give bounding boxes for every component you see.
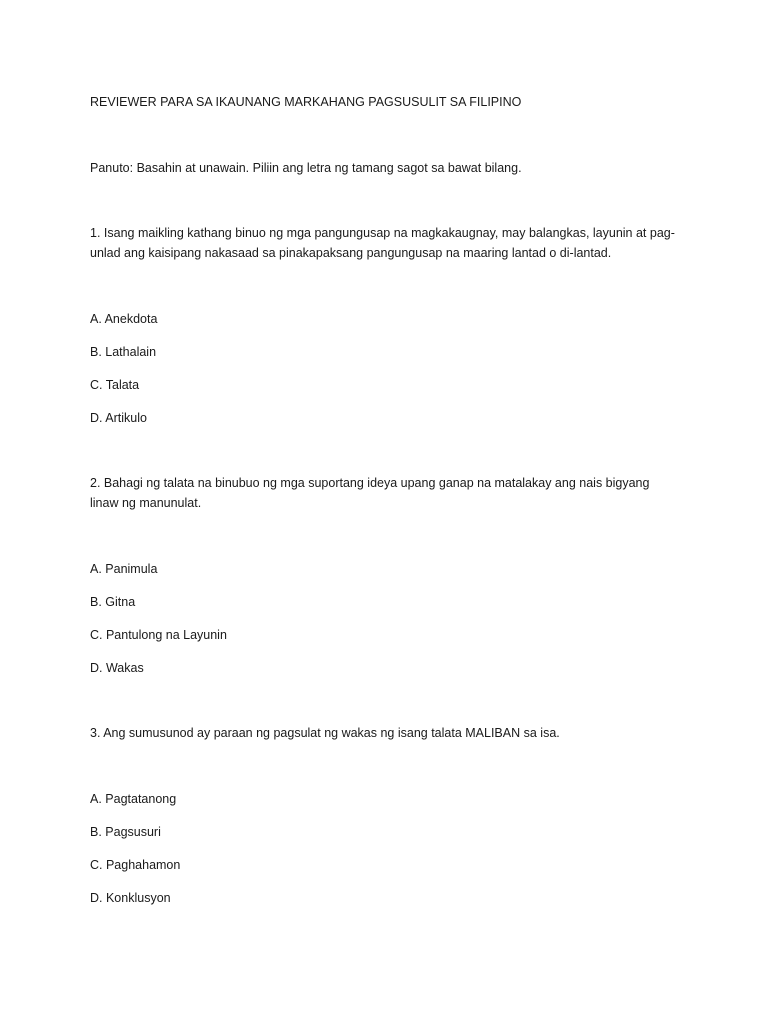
- question-3-choice-a: A. Pagtatanong: [90, 792, 177, 806]
- question-2-stem-line-2: linaw ng manunulat.: [90, 496, 202, 510]
- question-2-choice-c: C. Pantulong na Layunin: [90, 628, 227, 642]
- question-2-choice-d: D. Wakas: [90, 661, 144, 675]
- question-1-stem-line-2: unlad ang kaisipang nakasaad sa pinakapaksang pangungusap na maaring lantad o di-lantad.: [90, 246, 612, 260]
- question-2-choice-a: A. Panimula: [90, 562, 158, 576]
- question-1-choice-c: C. Talata: [90, 378, 140, 392]
- question-1-choice-d: D. Artikulo: [90, 411, 147, 425]
- instructions: Panuto: Basahin at unawain. Piliin ang letra ng tamang sagot sa bawat bilang.: [90, 161, 522, 175]
- question-1-stem-line-1: 1. Isang maikling kathang binuo ng mga pangungusap na magkakaugnay, may balangkas, layunin at pag-: [90, 226, 675, 240]
- document-title: REVIEWER PARA SA IKAUNANG MARKAHANG PAGSUSULIT SA FILIPINO: [90, 95, 522, 109]
- question-3-choice-c: C. Paghahamon: [90, 858, 181, 872]
- question-1-choice-b: B. Lathalain: [90, 345, 157, 359]
- question-3-choice-d: D. Konklusyon: [90, 891, 171, 905]
- question-2-stem-line-1: 2. Bahagi ng talata na binubuo ng mga suportang ideya upang ganap na matalakay ang nais bigyang: [90, 476, 650, 490]
- question-2-choice-b: B. Gitna: [90, 595, 136, 609]
- question-3-stem-line-1: 3. Ang sumusunod ay paraan ng pagsulat ng wakas ng isang talata MALIBAN sa isa.: [90, 726, 560, 740]
- question-3-choice-b: B. Pagsusuri: [90, 825, 161, 839]
- question-1-choice-a: A. Anekdota: [90, 312, 158, 326]
